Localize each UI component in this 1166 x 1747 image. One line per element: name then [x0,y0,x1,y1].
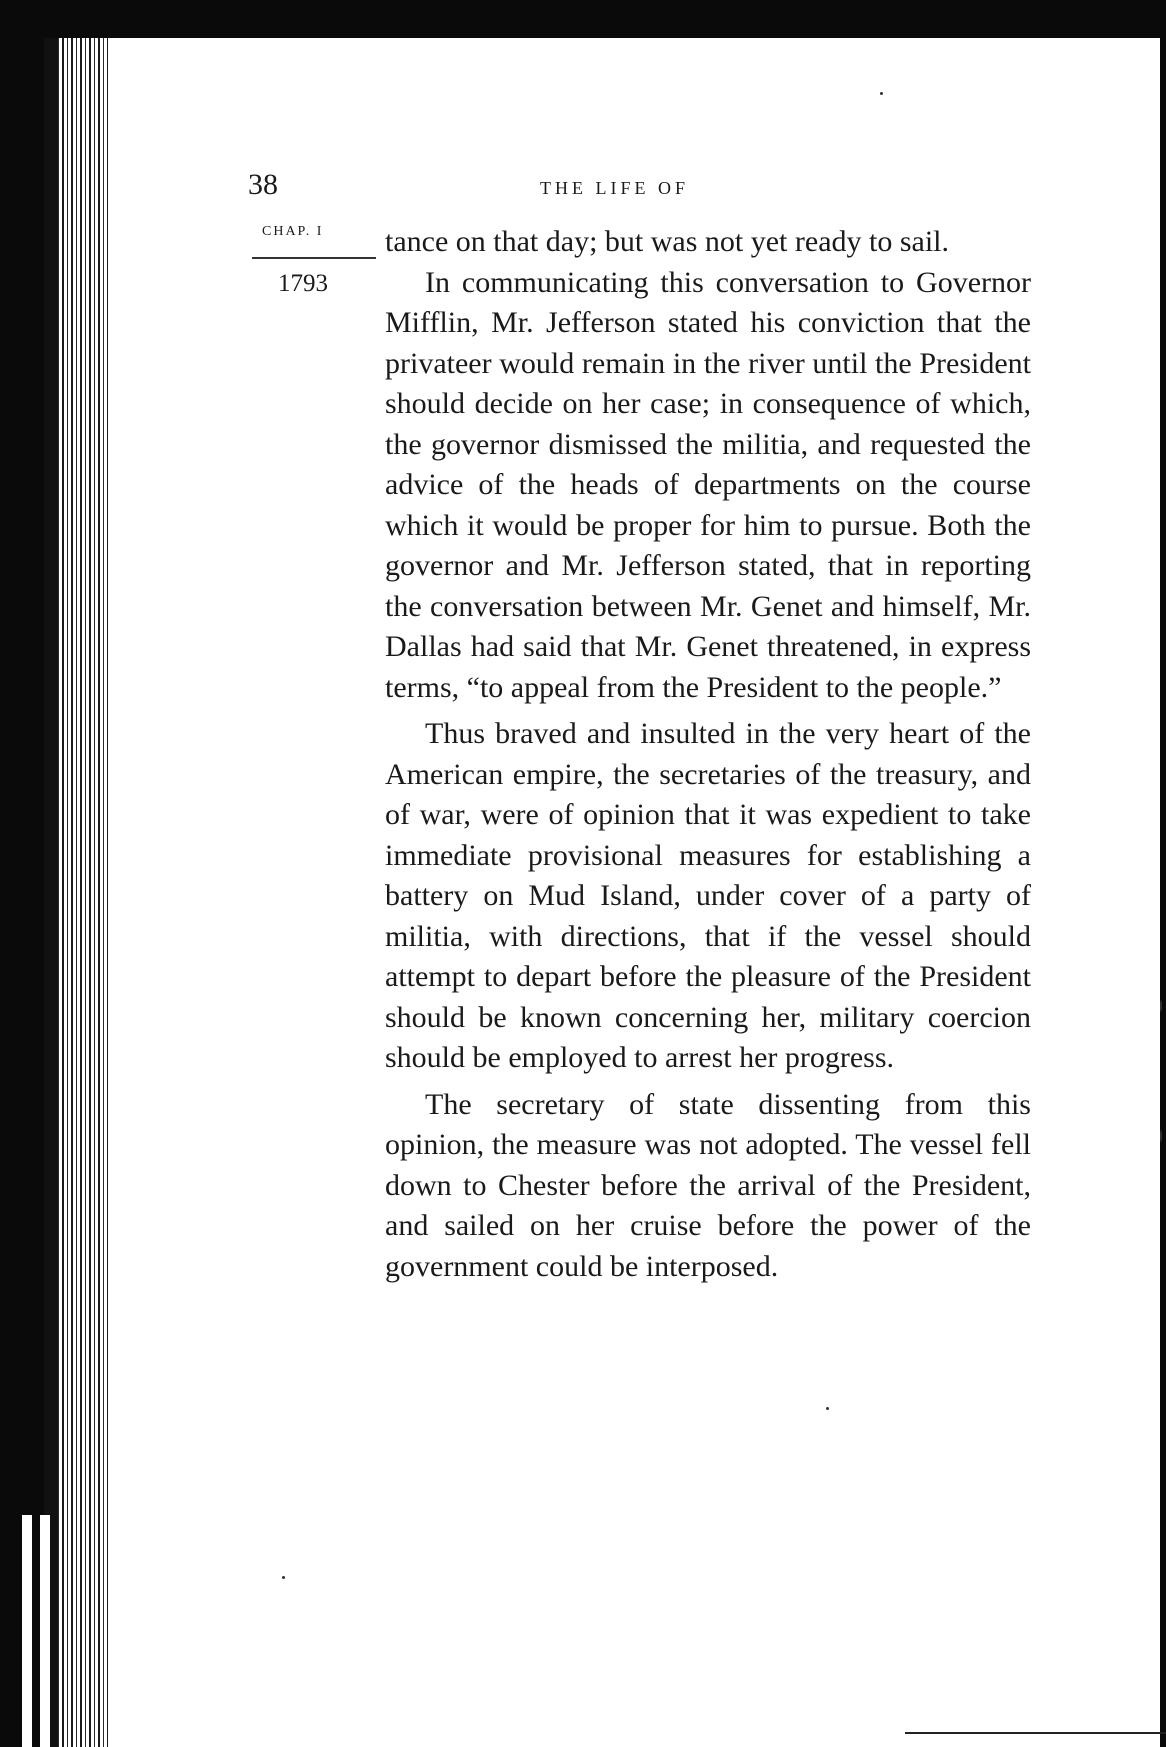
scan-speck [1160,1130,1162,1142]
scan-right-edge [1160,0,1166,1747]
scan-left-edge [0,0,44,1747]
page-number: 38 [248,168,278,201]
scan-bottom-rule [905,1732,1166,1734]
scan-speck [826,1407,829,1410]
paragraph-continuation: tance on that day; but was not yet ready to sail. [385,225,950,258]
body-text [385,222,1031,1287]
margin-chapter-label: CHAP. I [262,224,324,239]
margin-rule [252,257,376,259]
scan-top-edge [0,0,1166,38]
scan-speck [282,1576,285,1579]
scan-speck [880,92,883,95]
running-head: THE LIFE OF [540,178,689,198]
scan-speck [1160,1000,1162,1012]
margin-year-label: 1793 [278,270,328,297]
scan-binding-shadow [44,38,58,1747]
paragraph: The secretary of state dissenting from this opinion, the measure was not adopted. The vessel fell down to Chester before the arrival of the President, and sailed on her cruise before the power of the government could be interposed. [385,1087,1031,1283]
paragraph: In communicating this conversation to Governor Mifflin, Mr. Jefferson stated his conviction that the privateer would remain in the river until the President should decide on her case; in consequence of which, the governor dismissed the militia, and requested the advice of the heads of departments on the course which it would be proper for him to pursue. Both the governor and Mr. Jefferson stated, that in reporting the conversation between Mr. Genet and himself, Mr. Dallas had said that Mr. Genet threatened, in express terms, “to appeal from the President to the people.” [385,265,1031,704]
paragraph: Thus braved and insulted in the very heart of the American empire, the secretaries of the treasury, and of war, were of opinion that it was expedient to take immediate provisional measures for establishing a battery on Mud Island, under cover of a party of militia, with directions, that if the vessel should attempt to depart before the pleasure of the President should be known concerning her, military coercion should be employed to arrest her progress. [385,717,1031,1074]
scan-notch-line [32,1515,40,1747]
